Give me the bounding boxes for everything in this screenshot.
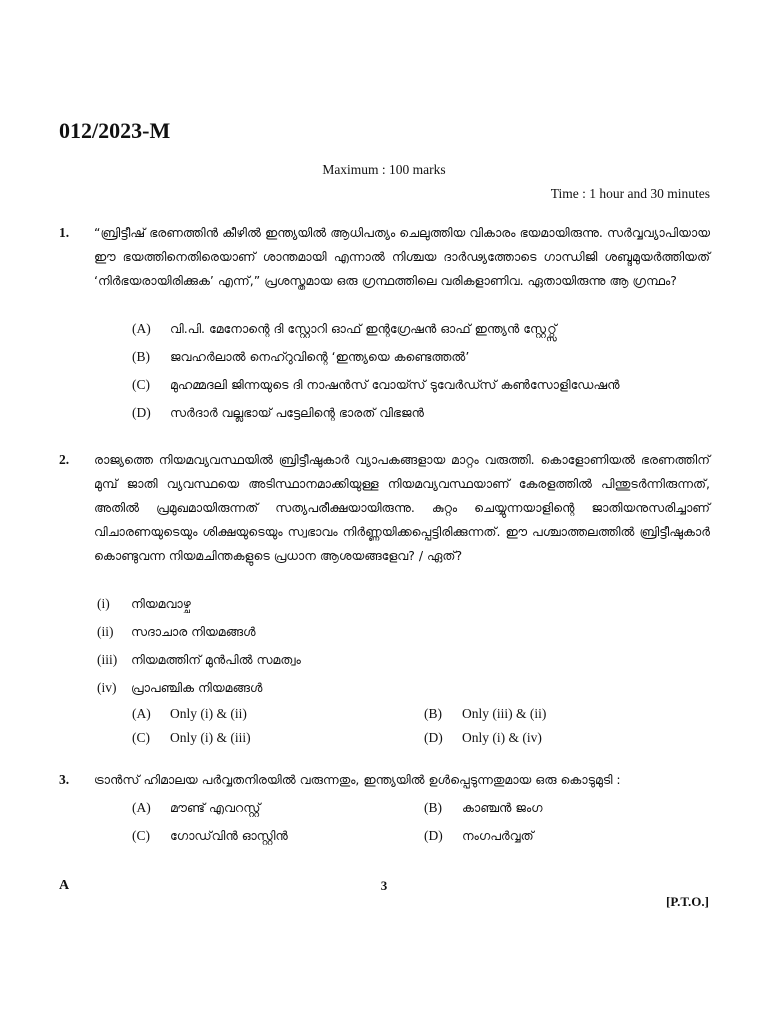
item-text: നിയമവാഴ്ച: [131, 596, 191, 611]
item-label: (iii): [97, 652, 118, 667]
question-3-option-d: [424, 828, 534, 848]
item-label: (i): [97, 596, 110, 611]
option-text: ജവഹർലാൽ നെഹ്റുവിന്റെ ‘ഇന്ത്യയെ കണ്ടെത്തൽ’: [170, 349, 470, 364]
question-2-item-ii: [97, 624, 256, 644]
option-label: (D): [424, 730, 443, 745]
option-text: ഗോഡ്‌വിൻ ഓസ്റ്റിൻ: [170, 828, 288, 843]
option-label: (B): [424, 706, 442, 721]
item-text: നിയമത്തിന് മുൻപിൽ സമത്വം: [131, 652, 301, 667]
paper-code: 012/2023-M: [59, 118, 171, 143]
question-2-option-d: [424, 730, 542, 750]
question-2-item-iv: [97, 680, 262, 700]
question-series: A: [59, 878, 70, 893]
option-label: (A): [132, 321, 151, 336]
option-label: (A): [132, 706, 151, 721]
question-2-text: രാജ്യത്തെ നിയമവ്യവസ്ഥയിൽ ബ്രിട്ടീഷുകാർ വ്യാപകങ്ങളായ മാറ്റം വരുത്തി. കൊളോണിയൽ ഭരണത്തിന് മുമ്പ് ജാതി വ്യവസ്ഥയെ അടിസ്ഥാനമാക്കിയുള്ള നിയമവ്യവസ്ഥയാണ് കേരളത്തിൽ പിന്തുടർന്നിരുന്നത്, അതിൽ പ്രമുഖമായിരുന്നത് സത്യപരീക്ഷയായിരുന്നു. കുറ്റം ചെയ്യുന്നയാളിന്റെ ജാതിയനുസരിച്ചാണ് വിചാരണയുടെയും ശിക്ഷയുടെയും സ്വഭാവം നിർണ്ണയിക്കപ്പെട്ടിരിക്കുന്നത്. ഈ പശ്ചാത്തലത്തിൽ ബ്രിട്ടീഷുകാർ കൊണ്ടുവന്ന നിയമചിന്തകളുടെ പ്രധാന ആശയങ്ങളേവ? / ഏത്?: [94, 452, 710, 563]
question-1-option-d: [132, 405, 424, 425]
maximum-marks: Maximum : 100 marks: [322, 162, 446, 177]
question-2-number: 2.: [59, 452, 70, 467]
option-label: (B): [424, 800, 442, 815]
question-1-number: 1.: [59, 225, 70, 240]
time-allowed: Time : 1 hour and 30 minutes: [550, 186, 710, 201]
question-2-option-c: [132, 730, 251, 750]
question-1-option-a: [132, 321, 557, 341]
option-text: മുഹമ്മദലി ജിന്നയുടെ ദി നാഷൻസ് വോയ്സ് ടുവേർഡ്സ് കൺസോളിഡേഷൻ: [170, 377, 620, 392]
option-text: മൗണ്ട് എവറസ്റ്റ്: [170, 800, 261, 815]
item-text: സദാചാര നിയമങ്ങൾ: [131, 624, 256, 639]
question-3-option-c: [132, 828, 288, 848]
question-3-text: ട്രാൻസ് ഹിമാലയ പർവ്വതനിരയിൽ വരുന്നതും, ഇന്ത്യയിൽ ഉൾപ്പെടുന്നതുമായ ഒരു കൊടുമുടി :: [94, 772, 621, 787]
question-2-item-iii: [97, 652, 301, 672]
option-text: Only (i) & (ii): [170, 706, 247, 721]
item-label: (ii): [97, 624, 114, 639]
option-text: നംഗപർവ്വത്: [462, 828, 534, 843]
option-label: (A): [132, 800, 151, 815]
option-text: Only (iii) & (ii): [462, 706, 547, 721]
question-1-option-c: [132, 377, 620, 397]
question-3-option-b: [424, 800, 543, 820]
option-label: (D): [132, 405, 151, 420]
option-label: (C): [132, 828, 150, 843]
page-number: 3: [380, 878, 388, 893]
please-turn-over: [P.T.O.]: [666, 894, 709, 909]
item-label: (iv): [97, 680, 117, 695]
question-1-option-b: [132, 349, 469, 369]
option-label: (D): [424, 828, 443, 843]
option-label: (C): [132, 730, 150, 745]
question-3-option-a: [132, 800, 260, 820]
option-text: Only (i) & (iii): [170, 730, 251, 745]
option-text: വി.പി. മേനോന്റെ ദി സ്റ്റോറി ഓഫ് ഇന്റഗ്രേഷൻ ഓഫ് ഇന്ത്യൻ സ്റ്റേറ്റ്സ്: [170, 321, 557, 336]
option-text: Only (i) & (iv): [462, 730, 542, 745]
question-2-option-b: [424, 706, 546, 726]
option-label: (B): [132, 349, 150, 364]
option-text: കാഞ്ചൻ ജംഗ: [462, 800, 543, 815]
option-text: സർദാർ വല്ലഭായ് പട്ടേലിന്റെ ഭാരത് വിഭജൻ: [170, 405, 424, 420]
question-1-text: “ബ്രിട്ടീഷ് ഭരണത്തിൻ കീഴിൽ ഇന്ത്യയിൽ ആധിപത്യം ചെലുത്തിയ വികാരം ഭയമായിരുന്നു. സർവ്വവ്യാപിയായ ഈ ഭയത്തിനെതിരെയാണ് ശാന്തമായി എന്നാൽ നിശ്ചയ ദാർഢ്യത്തോടെ ഗാന്ധിജി ശബ്ദമുയർത്തിയത് ‘നിർഭയരായിരിക്കുക’ എന്ന്,” പ്രശസ്തമായ ഒരു ഗ്രന്ഥത്തിലെ വരികളാണിവ. ഏതായിരുന്നു ആ ഗ്രന്ഥം?: [94, 225, 710, 288]
question-2-item-i: [97, 596, 191, 616]
item-text: പ്രാപഞ്ചിക നിയമങ്ങൾ: [131, 680, 263, 695]
question-2-option-a: [132, 706, 247, 726]
question-3-number: 3.: [59, 772, 70, 787]
option-label: (C): [132, 377, 150, 392]
